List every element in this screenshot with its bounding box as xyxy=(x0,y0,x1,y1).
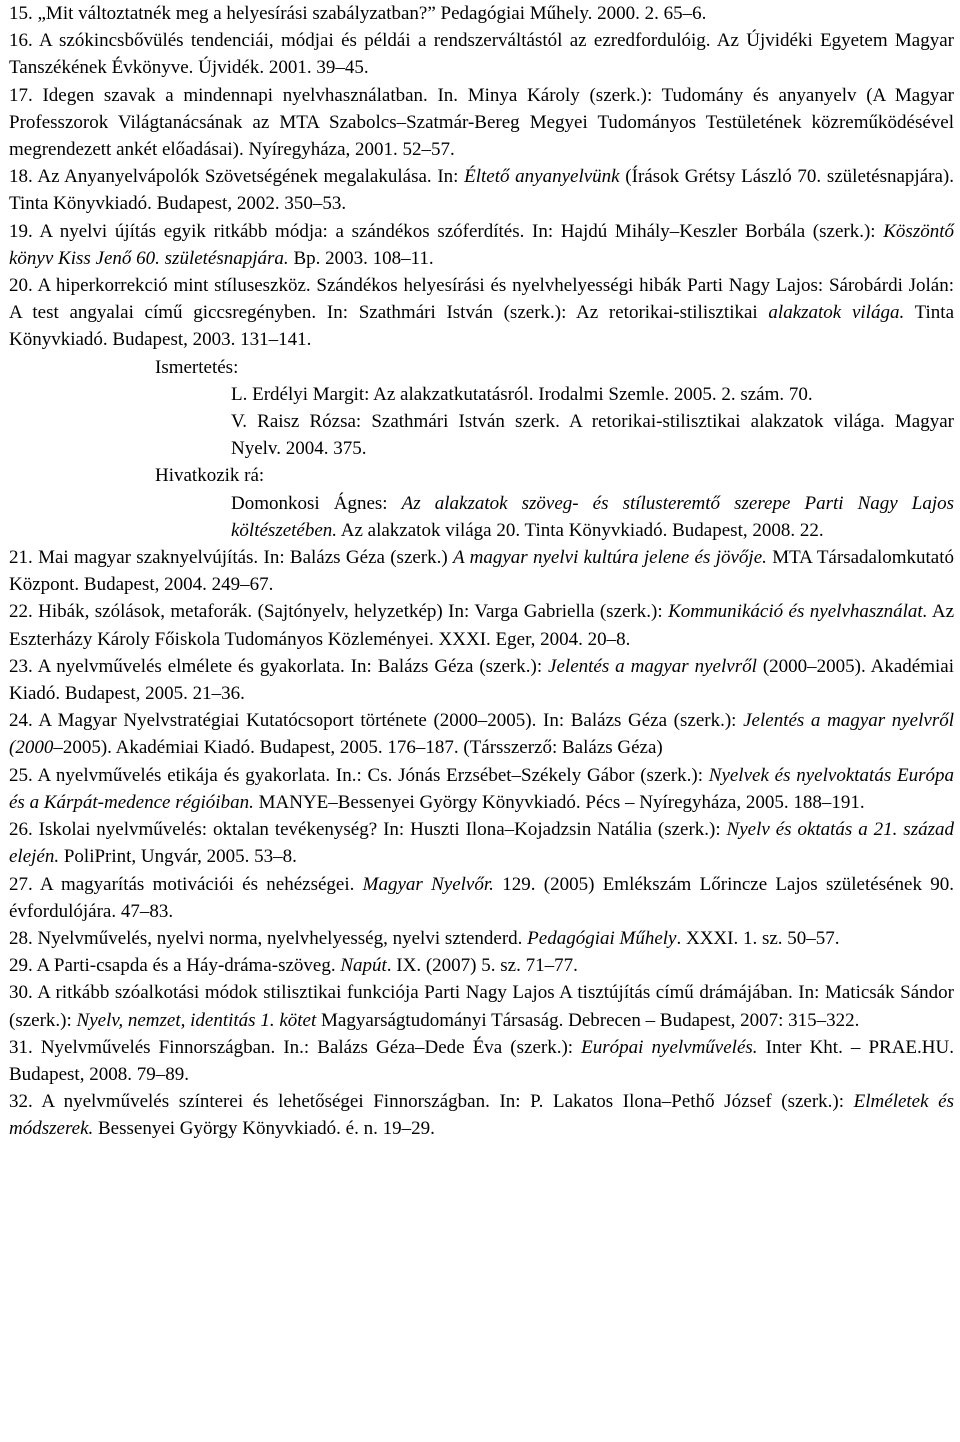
entry-text: Domonkosi Ágnes: xyxy=(231,492,402,514)
entry-number: 23. xyxy=(9,655,33,677)
entry-text: (2000–2005). Akadémiai Kiadó. Budapest, 2005. 21–36. xyxy=(9,655,955,705)
bibliography-entry xyxy=(9,925,954,952)
entry-text: Bessenyei György Könyvkiadó. é. n. 19–29. xyxy=(93,1118,435,1140)
entry-text: Magyarságtudományi Társaság. Debrecen – Budapest, 2007: 315–322. xyxy=(316,1009,860,1031)
entry-text: „Mit változtatnék meg a helyesírási szabályzatban?” Pedagógiai Műhely. 2000. 2. 65–6. xyxy=(32,3,707,24)
entry-number: 29. xyxy=(9,955,33,977)
bibliography-entry xyxy=(9,1034,954,1088)
bibliography-entry xyxy=(9,816,954,870)
entry-italic-title: Napút xyxy=(340,955,387,977)
entries-list-bottom xyxy=(9,544,954,1142)
citation-label: Hivatkozik rá: xyxy=(155,465,265,487)
entry-text: MANYE–Bessenyei György Könyvkiadó. Pécs – Nyíregyháza, 2005. 188–191. xyxy=(253,791,865,813)
bibliography-page xyxy=(9,0,954,1143)
bibliography-entry xyxy=(9,544,954,598)
entry-text: A nyelvi újítás egyik ritkább módja: a szándékos szóferdítés. In: Hajdú Mihály–Keszler Borbála (szerk.): xyxy=(32,220,884,242)
entry-text: . IX. (2007) 5. sz. 71–77. xyxy=(386,955,578,977)
entry-text: A Magyar Nyelvstratégiai Kutatócsoport története (2000–2005). In: Balázs Géza (szerk.): xyxy=(32,710,744,732)
entry-text: A nyelvművelés elmélete és gyakorlata. In: Balázs Géza (szerk.): xyxy=(32,655,549,677)
entry-number: 26. xyxy=(9,819,33,841)
entry-text: PoliPrint, Ungvár, 2005. 53–8. xyxy=(59,846,297,868)
entry-text: Mai magyar szaknyelvújítás. In: Balázs Géza (szerk.) xyxy=(32,547,454,569)
entry-text: A magyarítás motivációi és nehézségei. xyxy=(32,873,363,895)
bibliography-entry xyxy=(9,707,954,761)
bibliography-entry xyxy=(9,0,954,27)
review-item: L. Erdélyi Margit: Az alakzatkutatásról. Irodalmi Szemle. 2005. 2. szám. 70. xyxy=(231,383,813,405)
entry-text: A nyelvművelés etikája és gyakorlata. In.: Cs. Jónás Erzsébet–Székely Gábor (szerk.): xyxy=(32,764,709,786)
citation-entry xyxy=(231,490,954,544)
entry-number: 24. xyxy=(9,710,33,732)
entry-number: 25. xyxy=(9,764,33,786)
entry-text: Nyelvművelés, nyelvi norma, nyelvhelyesség, nyelvi sztenderd. xyxy=(32,927,528,949)
entry-italic-title: Európai nyelvművelés. xyxy=(581,1036,758,1058)
entry-text: . XXXI. 1. sz. 50–57. xyxy=(676,927,840,949)
entry-text: MTA Társadalomkutató Központ. Budapest, 2004. 249–67. xyxy=(9,547,954,596)
entry-text: –2005). Akadémiai Kiadó. Budapest, 2005. 176–187. (Társszerző: Balázs Géza) xyxy=(53,737,663,759)
entry-number: 15. xyxy=(9,3,33,24)
entry-text: Inter Kht. – PRAE.HU. Budapest, 2008. 79–89. xyxy=(9,1036,954,1085)
entry-italic-title: Nyelvek és nyelvoktatás Európa és a Kárpát-medence régióiban. xyxy=(9,764,954,813)
review-item: V. Raisz Rózsa: Szathmári István szerk. A retorikai-stilisztikai alakzatok világa. Magyar Nyelv. 2004. 375. xyxy=(231,411,954,460)
entry-text: Bp. 2003. 108–11. xyxy=(288,247,434,269)
review-label: Ismertetés: xyxy=(155,356,239,378)
entry-italic-title: A magyar nyelvi kultúra jelene és jövője. xyxy=(453,547,767,569)
entry-italic-title: Kommunikáció és nyelvhasználat. xyxy=(668,601,928,623)
entry-number: 31. xyxy=(9,1036,33,1058)
entry-text: (Írások Grétsy László 70. születésnapjára). Tinta Könyvkiadó. Budapest, 2002. 350–53. xyxy=(9,166,954,215)
entry-italic-title: Elméletek és módszerek. xyxy=(9,1091,954,1140)
entry-text: Az Eszterházy Károly Főiskola Tudományos Közleményei. XXXI. Eger, 2004. 20–8. xyxy=(9,601,955,650)
entry-number: 16. xyxy=(9,30,33,52)
entry-italic-title: alakzatok világa. xyxy=(768,302,905,324)
entry-number: 30. xyxy=(9,982,33,1004)
bibliography-entry xyxy=(9,218,954,272)
entry-number: 28. xyxy=(9,927,33,949)
entry-italic-title: Pedagógiai Műhely xyxy=(527,927,677,949)
bibliography-entry xyxy=(9,979,954,1033)
bibliography-entry xyxy=(9,82,954,164)
entry-text: A szókincsbővülés tendenciái, módjai és példái a rendszerváltástól az ezredfordulóig. Az Újvidéki Egyetem Magyar Tanszékének Évkönyve. Újvidék. 2001. 39–45. xyxy=(9,30,954,79)
entry-italic-title: Éltető anyanyelvünk xyxy=(464,166,620,188)
bibliography-entry xyxy=(9,653,954,707)
bibliography-entry xyxy=(9,598,954,652)
entry-text: A hiperkorrekció mint stíluseszköz. Szándékos helyesírási és nyelvhelyességi hibák Parti Nagy Lajos: Sárobárdi Jolán: A test angyalai című giccsregényben. In: Szathmári István (szerk.): Az retorikai-stilisztikai xyxy=(9,275,954,324)
entry-number: 21. xyxy=(9,547,33,569)
bibliography-entry xyxy=(9,163,954,217)
bibliography-entry xyxy=(9,762,954,816)
entry-text: Iskolai nyelvművelés: oktalan tevékenység? In: Huszti Ilona–Kojadzsin Natália (szerk.): xyxy=(32,819,727,841)
entry-number: 17. xyxy=(9,84,33,106)
entry-number: 20. xyxy=(9,275,33,297)
entry-italic-title: Nyelv, nemzet, identitás 1. kötet xyxy=(76,1009,317,1031)
entry-text: A ritkább szóalkotási módok stilisztikai funkciója Parti Nagy Lajos A tisztújítás című drámájában. In: Maticsák Sándor (szerk.): xyxy=(9,982,954,1031)
review-list xyxy=(9,381,954,463)
entry-text: Az alakzatok világa 20. Tinta Könyvkiadó. Budapest, 2008. 22. xyxy=(337,519,824,541)
entry-text: A nyelvművelés színterei és lehetőségei Finnországban. In: P. Lakatos Ilona–Pethő József (szerk.): xyxy=(32,1091,854,1113)
entry-number: 27. xyxy=(9,873,33,895)
entry-text: Hibák, szólások, metaforák. (Sajtónyelv, helyzetkép) In: Varga Gabriella (szerk.): xyxy=(32,601,669,623)
entry-italic-title: Köszöntő könyv Kiss Jenő 60. születésnapjára. xyxy=(9,220,954,269)
entry-text: A Parti-csapda és a Háy-dráma-szöveg. xyxy=(32,955,341,977)
entry-italic-title: Jelentés a magyar nyelvről (2000 xyxy=(9,710,955,759)
entry-number: 22. xyxy=(9,601,33,623)
bibliography-entry xyxy=(9,1088,954,1142)
bibliography-entry xyxy=(9,272,954,354)
entry-text: 129. (2005) Emlékszám Lőrincze Lajos születésének 90. évfordulójára. 47–83. xyxy=(9,873,954,922)
entry-italic-title: Jelentés a magyar nyelvről xyxy=(548,655,757,677)
entry-text: Tinta Könyvkiadó. Budapest, 2003. 131–141. xyxy=(9,302,955,351)
bibliography-entry xyxy=(9,871,954,925)
entry-number: 19. xyxy=(9,220,33,242)
bibliography-entry xyxy=(9,952,954,979)
entry-italic-title: Nyelv és oktatás a 21. század elején. xyxy=(9,819,954,868)
bibliography-entry xyxy=(9,27,954,81)
entry-italic-title: Magyar Nyelvőr. xyxy=(362,873,494,895)
entry-italic-title: Az alakzatok szöveg- és stílusteremtő szerepe Parti Nagy Lajos költészetében. xyxy=(231,492,955,541)
entry-text: Idegen szavak a mindennapi nyelvhasználatban. In. Minya Károly (szerk.): Tudomány és anyanyelv (A Magyar Professzorok Világtanácsának az MTA Szabolcs–Szatmár-Bereg Megyei Tudományos Testületének közreműködésével megrendezett ankét előadásai). Nyíregyháza, 2001. 52–57. xyxy=(9,84,954,161)
entry-number: 32. xyxy=(9,1091,33,1113)
entry-text: Nyelvművelés Finnországban. In.: Balázs Géza–Dede Éva (szerk.): xyxy=(32,1036,582,1058)
entry-number: 18. xyxy=(9,166,33,188)
entry-text: Az Anyanyelvápolók Szövetségének megalakulása. In: xyxy=(32,166,465,188)
entries-list-top xyxy=(9,0,954,354)
